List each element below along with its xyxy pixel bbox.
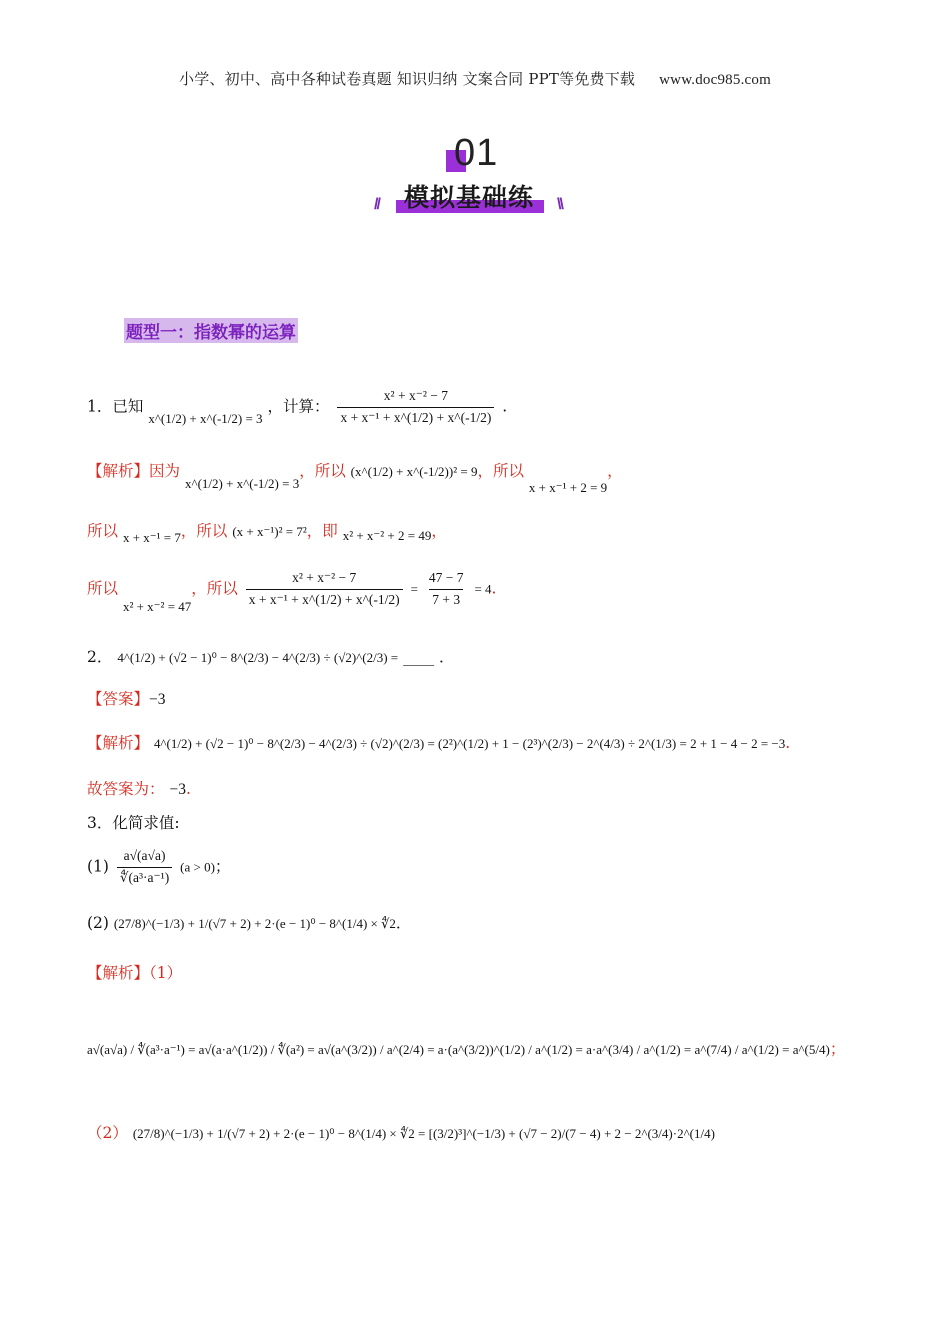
q1-label: 1．已知 — [87, 397, 144, 416]
q1-given: x^(1/2) + x^(-1/2) = 3 — [148, 411, 263, 427]
s1-text: ，所以 — [180, 522, 228, 540]
header-text: 小学、初中、高中各种试卷真题 知识归纳 文案合同 PPT等免费下载 — [179, 70, 636, 88]
s1-square-7: (x + x⁻¹)² = 7² — [232, 524, 307, 539]
s1-text: ， — [431, 522, 447, 540]
answer-tag: 【答案】 — [87, 690, 150, 708]
q1-expression — [337, 388, 494, 427]
s1-text: 因为 — [149, 462, 181, 480]
solution-2-expression: 4^(1/2) + (√2 − 1)⁰ − 8^(2/3) − 4^(2/3) ÷ (√2)^(2/3) = (2²)^(1/2) + 1 − (2³)^(2/3) − 2^(4/3) ÷ 2^(1/3) = 2 + 1 − 4 − 2 = −3 — [153, 736, 786, 751]
q3-p1-fraction — [117, 848, 172, 887]
banner-title: 模拟基础练 — [404, 183, 535, 212]
s1-sum-47: x² + x⁻² = 47 — [122, 599, 192, 615]
banner-number: 01 — [454, 132, 499, 174]
page-header — [0, 68, 950, 89]
s1-eval-den: 7 + 3 — [429, 589, 463, 609]
q2-expression: 4^(1/2) + (√2 − 1)⁰ − 8^(2/3) − 4^(2/3) ÷ (√2)^(2/3) = — [117, 650, 399, 665]
q1-mid: ，计算： — [267, 397, 330, 416]
s1-text: ，即 — [306, 522, 338, 540]
answer-2-value: −3 — [149, 691, 166, 708]
q3-p2-expression: (27/8)^(−1/3) + 1/(√7 + 2) + 2·(e − 1)⁰ − 8^(1/4) × ∜2 — [113, 916, 396, 931]
solution-tag: 【解析】 — [87, 462, 150, 480]
s1-result: = 4 — [474, 581, 492, 597]
banner-right-mark: \\ — [557, 196, 562, 213]
s1-text: . — [491, 579, 497, 598]
question-3-part-2 — [87, 914, 411, 933]
q3-p2-label: (2) — [87, 914, 109, 932]
solution-3-part-1 — [87, 1040, 845, 1059]
q1-expr-numerator: x² + x⁻² − 7 — [383, 388, 448, 403]
solution-3-line-1: a√(a√a) / ∜(a³·a⁻¹) = a√(a·a^(1/2)) / ∜(a²) = a√(a^(3/2)) / a^(2/4) = a·(a^(3/2))^(1/2) / a^(1/2) = a·a^(3/4) / a^(1/2) = a^(7/4) / a^(1/2) = a^(5/4) — [87, 1042, 830, 1057]
question-3: 3．化简求值: — [87, 814, 180, 832]
s1-final-num: x² + x⁻² − 7 — [292, 570, 357, 585]
answer-2 — [87, 690, 166, 709]
s1-final-fraction — [246, 570, 403, 609]
question-1 — [87, 388, 507, 427]
q3-p1-condition: (a > 0) — [180, 859, 215, 875]
banner-left-mark: // — [374, 196, 379, 213]
s1-text: ，所以 — [191, 579, 238, 598]
final-2-value: −3 — [169, 781, 186, 798]
s1-text: ，所以 — [299, 462, 346, 480]
solution-3-heading — [87, 964, 182, 983]
s2-end: . — [785, 734, 791, 752]
solution-1-line-1 — [87, 462, 623, 495]
s1-text: 所以 — [87, 522, 119, 540]
q2-blank: ____ — [403, 648, 435, 666]
q3-p2-end: ． — [395, 914, 412, 932]
section-title: 题型一：指数幂的运算 — [124, 318, 298, 343]
header-site: www.doc985.com — [659, 72, 771, 88]
q3-p1-den: ∜(a³·a⁻¹) — [117, 867, 172, 887]
final-2-text: 故答案为： — [87, 780, 165, 798]
q3-p1-num: a√(a√a) — [123, 848, 166, 863]
q1-end: . — [502, 397, 508, 416]
s1-text: ， — [607, 462, 623, 480]
solution-1-line-3: 所以 $_{x^2 + x^{-2} = 47}$，所以 $\frac{\text{x² + x⁻² − 7}}{\text{x + x⁻¹ + x\textasciicircum{}(1/2) + x\textasciicircum{}(-1/2)}}$ = $\frac{47 - 7}{7 + 3}$ = 4. — [87, 570, 497, 615]
s1-sum: x + x⁻¹ + 2 = 9 — [528, 480, 608, 495]
s1-sum-7: x + x⁻¹ = 7 — [122, 530, 181, 545]
q3-p1-end: ； — [214, 857, 231, 876]
q3-p1-label: (1) — [87, 857, 109, 876]
solution-3-part-2 — [87, 1124, 715, 1143]
s1-eval-fraction — [426, 570, 467, 609]
question-2 — [87, 648, 455, 667]
solution-tag: 【解析】 — [87, 734, 150, 752]
solution-tag: 【解析】 — [87, 964, 150, 982]
solution-3-part-2-label: （2） — [87, 1124, 128, 1142]
final-2-end: . — [185, 780, 191, 798]
solution-2 — [87, 734, 790, 753]
final-answer-2 — [87, 780, 191, 799]
question-3-part-1 — [87, 848, 230, 887]
q2-label: 2． — [87, 648, 113, 666]
solution-3-part-1-label: （1） — [149, 964, 183, 982]
s1-square: (x^(1/2) + x^(-1/2))² = 9 — [350, 464, 478, 479]
s1-final-den: x + x⁻¹ + x^(1/2) + x^(-1/2) — [246, 589, 403, 609]
solution-3-line-2: (27/8)^(−1/3) + 1/(√7 + 2) + 2·(e − 1)⁰ − 8^(1/4) × ∜2 = [(3/2)³]^(−1/3) + (√7 − 2)/(7 − 4) + 2 − 2^(3/4)·2^(1/4) — [132, 1126, 715, 1141]
q1-expr-denominator: x + x⁻¹ + x^(1/2) + x^(-1/2) — [337, 407, 494, 427]
s1-given: x^(1/2) + x^(-1/2) = 3 — [184, 476, 300, 491]
solution-1-line-2 — [87, 522, 447, 545]
q2-end: ． — [439, 648, 455, 666]
s1-sum-49: x² + x⁻² + 2 = 49 — [342, 528, 432, 543]
solution-3-line-1-end: ； — [829, 1040, 846, 1058]
s1-text: 所以 — [87, 579, 119, 598]
s1-text: ，所以 — [477, 462, 524, 480]
s1-eval-num: 47 − 7 — [428, 570, 464, 585]
